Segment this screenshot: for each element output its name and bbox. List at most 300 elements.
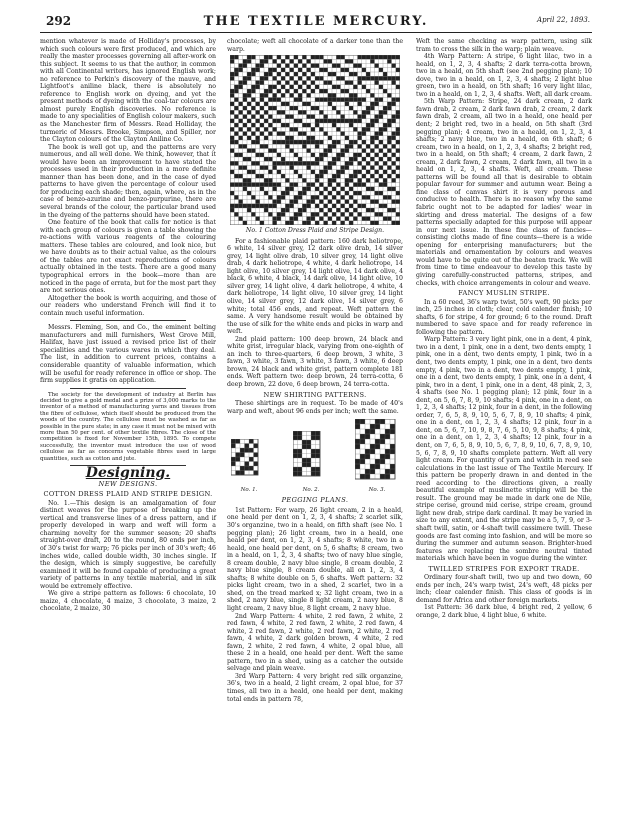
grid-cell: [251, 68, 255, 72]
grid-cell: [349, 140, 353, 144]
grid-cell: [243, 106, 247, 110]
grid-cell: [366, 170, 370, 174]
grid-cell: [260, 64, 264, 68]
grid-cell: [349, 81, 353, 85]
grid-cell: [281, 93, 285, 97]
grid-cell: [353, 183, 357, 187]
grid-cell: [353, 174, 357, 178]
grid-cell: [234, 153, 238, 157]
grid-cell: [234, 89, 238, 93]
grid-cell: [247, 76, 251, 80]
grid-cell: [307, 204, 311, 208]
grid-cell: [234, 85, 238, 89]
grid-cell: [230, 161, 234, 165]
grid-cell: [298, 174, 302, 178]
grid-cell: [230, 140, 234, 144]
grid-cell: [260, 174, 264, 178]
grid-cell: [239, 166, 243, 170]
grid-cell: [370, 424, 375, 429]
grid-cell: [324, 89, 328, 93]
grid-cell: [396, 221, 400, 225]
grid-cell: [240, 453, 245, 458]
grid-cell: [360, 419, 365, 424]
grid-cell: [319, 157, 323, 161]
paragraph: mention whatever is made of Holliday's processes, by which such colours were first produced, and which are really the master processes governing all after-work on this subject. It seems to us that the author, in common with all Continental writers, has ignored English work; no reference to Perkin's discovery of the mauve, and Lightfoot's aniline black, there is absolutely no reference to English work on dyeing, and yet the present methods of dyeing with the coal-tar colours are almost purely English discoveries. No reference is made to any specialities of English colour makers, such as the Manchester firm of Messrs. Read Holliday, the turmeric of Messrs. Brooke, Simpson, and Spiller, nor the Clayton colours of the Clayton Aniline Co.: [40, 38, 216, 144]
grid-cell: [293, 449, 298, 454]
grid-cell: [349, 144, 353, 148]
grid-cell: [268, 204, 272, 208]
grid-cell: [260, 59, 264, 63]
grid-cell: [298, 132, 302, 136]
grid-cell: [315, 140, 319, 144]
grid-cell: [251, 89, 255, 93]
grid-cell: [247, 191, 251, 195]
grid-cell: [268, 68, 272, 72]
grid-cell: [370, 59, 374, 63]
grid-cell: [341, 153, 345, 157]
grid-cell: [290, 204, 294, 208]
grid-cell: [396, 174, 400, 178]
grid-cell: [396, 191, 400, 195]
article-title: COTTON DRESS PLAID AND STRIPE DESIGN.: [43, 490, 213, 499]
grid-cell: [383, 76, 387, 80]
grid-cell: [336, 85, 340, 89]
grid-cell: [268, 149, 272, 153]
grid-cell: [277, 140, 281, 144]
grid-cell: [341, 115, 345, 119]
grid-cell: [353, 170, 357, 174]
grid-cell: [336, 157, 340, 161]
grid-cell: [285, 144, 289, 148]
grid-cell: [236, 471, 241, 476]
grid-cell: [370, 123, 374, 127]
grid-cell: [230, 136, 234, 140]
grid-cell: [365, 449, 370, 454]
grid-cell: [341, 132, 345, 136]
grid-cell: [307, 161, 311, 165]
grid-cell: [281, 102, 285, 106]
grid-cell: [294, 195, 298, 199]
grid-cell: [328, 161, 332, 165]
grid-cell: [385, 429, 390, 434]
grid-cell: [260, 153, 264, 157]
grid-cell: [385, 449, 390, 454]
grid-cell: [243, 166, 247, 170]
paragraph: 1st Pattern: 36 dark blue, 4 bright red, 2 yellow, 6 orange, 2 dark blue, 4 light blue, 6 white.: [416, 604, 592, 620]
grid-cell: [285, 64, 289, 68]
grid-cell: [375, 102, 379, 106]
grid-cell: [302, 110, 306, 114]
grid-cell: [230, 170, 234, 174]
grid-cell: [264, 89, 268, 93]
grid-cell: [362, 140, 366, 144]
grid-cell: [355, 439, 360, 444]
grid-cell: [230, 93, 234, 97]
grid-cell: [230, 76, 234, 80]
grid-cell: [307, 463, 312, 468]
grid-cell: [370, 102, 374, 106]
grid-cell: [392, 178, 396, 182]
grid-cell: [285, 204, 289, 208]
grid-cell: [273, 76, 277, 80]
grid-cell: [396, 55, 400, 59]
grid-cell: [243, 93, 247, 97]
grid-cell: [281, 76, 285, 80]
grid-cell: [285, 115, 289, 119]
grid-cell: [256, 204, 260, 208]
grid-cell: [358, 115, 362, 119]
grid-cell: [231, 457, 236, 462]
grid-cell: [307, 102, 311, 106]
grid-cell: [362, 127, 366, 131]
grid-cell: [268, 132, 272, 136]
grid-cell: [328, 217, 332, 221]
grid-cell: [315, 161, 319, 165]
grid-cell: [341, 55, 345, 59]
grid-cell: [311, 217, 315, 221]
grid-cell: [336, 98, 340, 102]
grid-cell: [370, 55, 374, 59]
grid-cell: [307, 136, 311, 140]
grid-cell: [360, 454, 365, 459]
grid-cell: [375, 464, 380, 469]
grid-cell: [379, 76, 383, 80]
grid-cell: [362, 110, 366, 114]
grid-cell: [341, 149, 345, 153]
grid-cell: [311, 106, 315, 110]
grid-cell: [239, 144, 243, 148]
article-title: NEW SHIRTING PATTERNS.: [263, 390, 367, 399]
grid-cell: [366, 89, 370, 93]
grid-cell: [247, 72, 251, 76]
grid-cell: [379, 191, 383, 195]
grid-cell: [277, 170, 281, 174]
grid-cell: [349, 106, 353, 110]
grid-cell: [298, 454, 303, 459]
grid-cell: [277, 161, 281, 165]
grid-cell: [260, 98, 264, 102]
grid-cell: [332, 161, 336, 165]
grid-cell: [375, 191, 379, 195]
grid-cell: [383, 153, 387, 157]
grid-cell: [375, 221, 379, 225]
grid-cell: [247, 93, 251, 97]
grid-cell: [256, 127, 260, 131]
grid-cell: [239, 102, 243, 106]
grid-cell: [247, 157, 251, 161]
grid-cell: [302, 144, 306, 148]
grid-cell: [358, 98, 362, 102]
grid-cell: [293, 472, 298, 477]
grid-cell: [239, 110, 243, 114]
grid-cell: [298, 85, 302, 89]
grid-cell: [315, 64, 319, 68]
grid-cell: [358, 76, 362, 80]
grid-cell: [294, 106, 298, 110]
grid-cell: [230, 208, 234, 212]
grid-cell: [324, 149, 328, 153]
grid-cell: [298, 467, 303, 472]
grid-cell: [315, 204, 319, 208]
grid-cell: [294, 212, 298, 216]
grid-cell: [383, 161, 387, 165]
pegging-plan-3: [355, 419, 399, 494]
grid-cell: [324, 195, 328, 199]
grid-cell: [319, 170, 323, 174]
grid-cell: [345, 208, 349, 212]
grid-cell: [366, 76, 370, 80]
grid-cell: [268, 115, 272, 119]
grid-cell: [234, 115, 238, 119]
grid-cell: [254, 453, 259, 458]
grid-cell: [234, 72, 238, 76]
grid-cell: [387, 55, 391, 59]
grid-cell: [281, 68, 285, 72]
grid-cell: [358, 204, 362, 208]
grid-cell: [392, 153, 396, 157]
grid-cell: [315, 119, 319, 123]
grid-cell: [298, 191, 302, 195]
grid-cell: [392, 200, 396, 204]
grid-cell: [379, 183, 383, 187]
grid-cell: [311, 153, 315, 157]
paragraph: No. 1.—This design is an amalgamation of four distinct weaves for the purpose of breaking up the vertical and transverse lines of a dress pattern, and if properly developed in warp and weft will form a charming novelty for the summer season; 20 shafts straight-over draft, 20 to the round, 80 ends per inch, of 30's twist for warp; 76 picks per inch of 30's weft; 46 inches wide, called double width, 30 inches single. If the design, which is simply suggestive, be carefully examined it will be found capable of producing a great variety of patterns in any textile material, and in silk would be extremely effective.: [40, 499, 216, 590]
grid-cell: [290, 85, 294, 89]
grid-cell: [332, 106, 336, 110]
grid-cell: [315, 55, 319, 59]
grid-cell: [349, 93, 353, 97]
grid-cell: [380, 434, 385, 439]
grid-cell: [264, 191, 268, 195]
grid-cell: [392, 119, 396, 123]
grid-cell: [316, 467, 321, 472]
grid-cell: [324, 68, 328, 72]
divider: [70, 320, 186, 321]
grid-cell: [360, 474, 365, 479]
grid-cell: [375, 424, 380, 429]
grid-cell: [370, 93, 374, 97]
grid-cell: [298, 68, 302, 72]
grid-cell: [366, 55, 370, 59]
grid-cell: [358, 191, 362, 195]
grid-cell: [396, 157, 400, 161]
grid-cell: [302, 445, 307, 450]
grid-cell: [260, 166, 264, 170]
grid-cell: [315, 106, 319, 110]
grid-cell: [234, 183, 238, 187]
grid-cell: [345, 68, 349, 72]
grid-cell: [277, 217, 281, 221]
grid-cell: [247, 110, 251, 114]
grid-cell: [273, 187, 277, 191]
small-print-block: [40, 392, 216, 462]
grid-cell: [387, 217, 391, 221]
grid-cell: [281, 132, 285, 136]
grid-cell: [236, 439, 241, 444]
grid-cell: [379, 132, 383, 136]
grid-cell: [370, 76, 374, 80]
grid-cell: [247, 204, 251, 208]
grid-cell: [362, 55, 366, 59]
grid-cell: [328, 59, 332, 63]
grid-cell: [268, 178, 272, 182]
grid-cell: [290, 200, 294, 204]
grid-cell: [324, 221, 328, 225]
grid-cell: [336, 110, 340, 114]
grid-cell: [324, 98, 328, 102]
grid-cell: [234, 195, 238, 199]
grid-cell: [341, 195, 345, 199]
grid-cell: [281, 208, 285, 212]
grid-cell: [366, 217, 370, 221]
grid-cell: [268, 98, 272, 102]
grid-cell: [243, 183, 247, 187]
grid-cell: [358, 178, 362, 182]
subsection-heading: PEGGING PLANS.: [281, 496, 349, 505]
grid-cell: [230, 102, 234, 106]
grid-cell: [332, 93, 336, 97]
grid-cell: [302, 102, 306, 106]
grid-cell: [328, 166, 332, 170]
grid-cell: [298, 93, 302, 97]
grid-cell: [392, 136, 396, 140]
grid-cell: [328, 119, 332, 123]
grid-cell: [307, 440, 312, 445]
grid-cell: [268, 170, 272, 174]
grid-cell: [375, 76, 379, 80]
paragraph: These shirtings are in request. To be made of 40's warp and weft, about 96 ends per inch; weft the same.: [227, 400, 403, 415]
grid-cell: [353, 110, 357, 114]
grid-cell: [336, 119, 340, 123]
grid-cell: [302, 178, 306, 182]
grid-cell: [385, 434, 390, 439]
grid-cell: [260, 187, 264, 191]
grid-cell: [273, 200, 277, 204]
grid-cell: [341, 68, 345, 72]
grid-cell: [328, 183, 332, 187]
grid-cell: [285, 187, 289, 191]
grid-cell: [332, 221, 336, 225]
grid-cell: [358, 55, 362, 59]
grid-cell: [268, 89, 272, 93]
grid-cell: [345, 161, 349, 165]
grid-cell: [345, 166, 349, 170]
paragraph: 1st Pattern: For warp, 26 light cream, 2 in a heald, one heald per dent on 1, 2, 3, 4 shafts; 2 scarlet silk, 30's organzine, two in a heald, on fifth shaft (see No. 1 pegging plan); 26 light cream, two in a heald, one heald per dent, on 1, 2, 3, 4 shafts; 8 white, two in a heald, one heald per dent, on 5, 6 shafts; 8 cream, two in a heald, on 1, 2, 3, 4 shafts; two of navy blue single, 8 cream double, 2 navy blue single, 8 cream double, 2 navy blue single, 8 cream double, all on 1, 2, 3, 4 shafts; 8 white double on 5, 6 shafts. Weft pattern: 32 picks light cream, two in a shed, 2 scarlet, two in a shed, on the tread marked x; 32 light cream, two in a shed, 2 navy blue, single 8 light cream, 2 navy blue, 8 light cream, 2 navy blue, 8 light cream, 2 navy blue.: [227, 506, 403, 612]
pegging-grid-2: [293, 431, 329, 483]
grid-cell: [256, 161, 260, 165]
grid-cell: [260, 76, 264, 80]
grid-cell: [260, 93, 264, 97]
grid-cell: [383, 89, 387, 93]
grid-cell: [277, 110, 281, 114]
grid-cell: [293, 454, 298, 459]
grid-cell: [390, 429, 395, 434]
grid-cell: [362, 132, 366, 136]
grid-cell: [273, 119, 277, 123]
grid-cell: [353, 93, 357, 97]
grid-cell: [307, 68, 311, 72]
grid-cell: [319, 127, 323, 131]
grid-cell: [383, 72, 387, 76]
paragraph: We give a stripe pattern as follows: 6 chocolate, 10 maize, 4 chocolate, 4 maize, 3 chocolate, 3 maize, 2 chocolate, 2 maize, 30: [40, 590, 216, 613]
paragraph: 5th Warp Pattern: Stripe, 24 dark cream, 2 dark fawn drab, 2 cream, 2 dark fawn drab, 2 cream, 2 dark fawn drab, 2 cream, all two in a heald, one heald per dent; 2 bright red, two in a heald, on 5th shaft (3rd pegging plan); 4 cream, two in a heald, on 1, 2, 3, 4 shafts; 2 navy blue, two in a heald, on 6th shaft; 6 cream, two in a heald, on 1, 2, 3, 4 shafts; 2 bright red, two in a heald, on 5th shaft; 4 cream, 2 dark fawn, 2 cream, 2 dark fawn, 2 cream, 2 dark fawn, all two in a heald on 1, 2, 3, 4 shafts. Weft, all cream. These patterns will be found all that is desirable to obtain popular favour for summer and autumn wear. Being a fine class of canvas shirt it is very porous and conducive to health. There is no reason why the same fabric ought not to be adapted for ladies' wear in skirting and dress material. The designs of a few patterns specially adapted for this purpose will appear in our next issue. In these fine class of fancies—consisting cloths made of fine counts—there is a wide opening for enterprising manufacturers; but the materials and ornamentation by colours and weaves would have to be quite out of the beaten track. We will from time to time endeavour to develop this taste by giving carefully-constructed patterns, stripes, and checks, with choice arrangements in colour and weave.: [416, 98, 592, 287]
grid-cell: [239, 136, 243, 140]
grid-cell: [345, 217, 349, 221]
grid-cell: [311, 64, 315, 68]
grid-cell: [234, 212, 238, 216]
grid-cell: [311, 467, 316, 472]
grid-cell: [290, 161, 294, 165]
grid-cell: [336, 208, 340, 212]
grid-cell: [277, 98, 281, 102]
grid-cell: [234, 204, 238, 208]
grid-cell: [392, 55, 396, 59]
grid-cell: [392, 132, 396, 136]
grid-cell: [387, 149, 391, 153]
grid-cell: [273, 140, 277, 144]
grid-cell: [328, 178, 332, 182]
grid-cell: [379, 115, 383, 119]
grid-cell: [387, 174, 391, 178]
grid-cell: [264, 136, 268, 140]
grid-cell: [234, 55, 238, 59]
grid-cell: [290, 221, 294, 225]
grid-cell: [251, 170, 255, 174]
grid-cell: [256, 68, 260, 72]
grid-cell: [251, 106, 255, 110]
grid-cell: [243, 123, 247, 127]
grid-cell: [273, 98, 277, 102]
grid-cell: [332, 119, 336, 123]
grid-cell: [243, 81, 247, 85]
grid-cell: [294, 64, 298, 68]
pegging-plan-label: No. 1.: [240, 486, 258, 493]
grid-cell: [294, 127, 298, 131]
grid-cell: [302, 191, 306, 195]
grid-cell: [380, 419, 385, 424]
grid-cell: [380, 439, 385, 444]
grid-cell: [366, 208, 370, 212]
grid-cell: [298, 212, 302, 216]
grid-cell: [281, 174, 285, 178]
grid-cell: [260, 132, 264, 136]
grid-cell: [387, 187, 391, 191]
grid-cell: [379, 127, 383, 131]
grid-cell: [396, 132, 400, 136]
grid-cell: [319, 119, 323, 123]
grid-cell: [349, 123, 353, 127]
grid-cell: [247, 89, 251, 93]
grid-cell: [260, 204, 264, 208]
grid-cell: [355, 459, 360, 464]
grid-cell: [290, 59, 294, 63]
grid-cell: [362, 149, 366, 153]
column-3: [416, 38, 592, 620]
grid-cell: [311, 449, 316, 454]
grid-cell: [247, 178, 251, 182]
grid-cell: [243, 187, 247, 191]
grid-cell: [385, 454, 390, 459]
grid-cell: [392, 115, 396, 119]
grid-cell: [285, 136, 289, 140]
grid-cell: [256, 119, 260, 123]
grid-cell: [294, 217, 298, 221]
grid-cell: [370, 140, 374, 144]
grid-cell: [319, 98, 323, 102]
grid-cell: [353, 85, 357, 89]
grid-cell: [396, 85, 400, 89]
paragraph: In a 60 reed, 36's warp twist, 50's weft, 90 picks per inch, 25 inches in cloth; clear, cold calender finish; 10 shafts, 6 for stripe, 4 for ground; 6 to the round. Draft numbered to save space and for ready reference in following the pattern.: [416, 298, 592, 336]
